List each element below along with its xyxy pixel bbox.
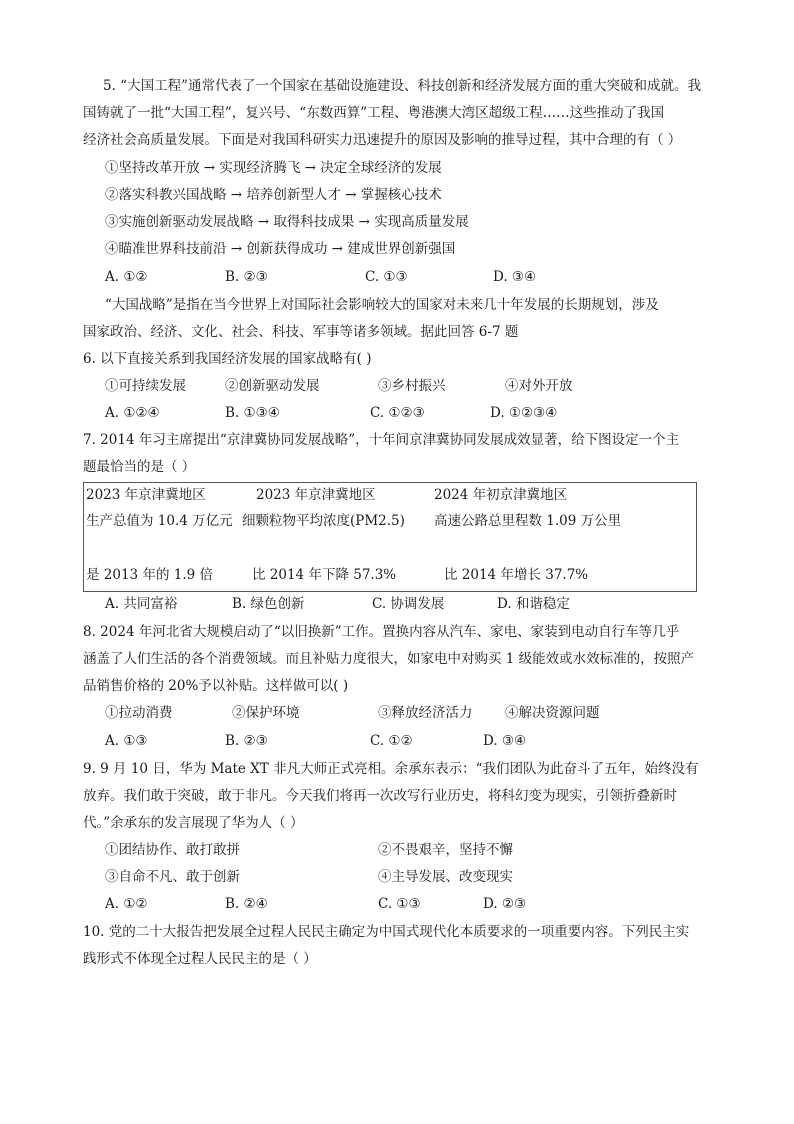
q10-stem-line-2: 践形式不体现全过程人民民主的是（ ） xyxy=(83,951,317,967)
q7-col3-value: 高速公路总里程数 1.09 万公里 xyxy=(434,513,622,529)
q5-option-a: A. ①② xyxy=(105,269,148,285)
q7-stem-line-1: 7. 2014 年习主席提出“京津冀协同发展战略”，十年间京津冀协同发展成效显著，给下图设定一个主 xyxy=(83,432,680,448)
q8-stem-line-2: 涵盖了人们生活的各个消费领域。而且补贴力度很大，如家电中对购买 1 级能效或水效标准的，按照产 xyxy=(83,651,695,667)
q6-item-4: ④对外开放 xyxy=(505,378,573,394)
q7-col3-header: 2024 年初京津冀地区 xyxy=(434,487,568,503)
q9-item-4: ④主导发展、改变现实 xyxy=(378,869,513,885)
q6-item-3: ③乡村振兴 xyxy=(378,378,446,394)
q7-stem-line-2: 题最恰当的是（ ） xyxy=(83,459,196,475)
q7-col1-change: 是 2013 年的 1.9 倍 xyxy=(86,567,213,583)
q7-option-d: D. 和谐稳定 xyxy=(497,596,570,612)
q9-option-d: D. ②③ xyxy=(483,896,527,912)
q9-option-a: A. ①② xyxy=(105,896,148,912)
q5-item-2: ②落实科教兴国战略 → 培养创新型人才 → 掌握核心技术 xyxy=(105,187,442,203)
q5-option-d: D. ③④ xyxy=(493,269,537,285)
q6-item-1: ①可持续发展 xyxy=(105,378,186,394)
q9-option-c: C. ①③ xyxy=(378,896,421,912)
q7-option-c: C. 协调发展 xyxy=(372,596,445,612)
q5-option-b: B. ②③ xyxy=(225,269,268,285)
q8-option-c: C. ①② xyxy=(370,733,413,749)
q5-option-c: C. ①③ xyxy=(365,269,408,285)
q6-item-2: ②创新驱动发展 xyxy=(225,378,320,394)
q7-option-b: B. 绿色创新 xyxy=(232,596,305,612)
q7-col1-value: 生产总值为 10.4 万亿元 xyxy=(86,513,233,529)
q9-stem-line-1: 9. 9 月 10 日，华为 Mate XT 非凡大师正式亮相。余承东表示：“我们团队为此奋斗了五年，始终没有 xyxy=(83,761,699,777)
q5-item-4: ④瞄准世界科技前沿 → 创新获得成功 → 建成世界创新强国 xyxy=(105,241,456,257)
q5-stem-line-2: 国铸就了一批“大国工程”，复兴号、“东数西算”工程、粤港澳大湾区超级工程……这些推动了我国 xyxy=(83,105,665,121)
intro-6-7-line-1: “大国战略”是指在当今世界上对国际社会影响较大的国家对未来几十年发展的长期规划，涉及 xyxy=(105,297,659,313)
q8-stem-line-3: 品销售价格的 20%予以补贴。这样做可以( ) xyxy=(83,678,349,694)
q7-col2-change: 比 2014 年下降 57.3% xyxy=(252,567,397,583)
q5-item-1: ①坚持改革开放 → 实现经济腾飞 → 决定全球经济的发展 xyxy=(105,160,442,176)
q9-stem-line-2: 放弃。我们敢于突破，敢于非凡。今天我们将再一次改写行业历史，将科幻变为现实，引领折叠新时 xyxy=(83,788,677,804)
q8-item-3: ③释放经济活力 xyxy=(378,705,473,721)
q5-stem-line-1: 5. “大国工程”通常代表了一个国家在基础设施建设、科技创新和经济发展方面的重大突破和成就。我 xyxy=(103,78,701,94)
q8-item-4: ④解决资源问题 xyxy=(505,705,600,721)
q5-stem-line-3: 经济社会高质量发展。下面是对我国科研实力迅速提升的原因及影响的推导过程，其中合理的有（ ） xyxy=(83,132,682,148)
q9-stem-line-3: 代。”余承东的发言展现了华为人（ ） xyxy=(83,815,304,831)
q5-item-3: ③实施创新驱动发展战略 → 取得科技成果 → 实现高质量发展 xyxy=(105,214,469,230)
q9-item-1: ①团结协作、敢打敢拼 xyxy=(105,842,240,858)
q8-item-2: ②保护环境 xyxy=(232,705,300,721)
q6-option-c: C. ①②③ xyxy=(370,405,425,421)
q9-item-3: ③自命不凡、敢于创新 xyxy=(105,869,240,885)
q7-col1-header: 2023 年京津冀地区 xyxy=(86,487,206,503)
q6-stem: 6. 以下直接关系到我国经济发展的国家战略有( ) xyxy=(83,351,372,367)
intro-6-7-line-2: 国家政治、经济、文化、社会、科技、军事等诸多领域。据此回答 6-7 题 xyxy=(83,324,519,340)
q8-option-b: B. ②③ xyxy=(225,733,268,749)
q7-data-box xyxy=(83,482,697,592)
q7-option-a: A. 共同富裕 xyxy=(105,596,178,612)
q7-col2-value: 细颗粒物平均浓度(PM2.5) xyxy=(242,513,405,529)
q7-col2-header: 2023 年京津冀地区 xyxy=(256,487,376,503)
q6-option-a: A. ①②④ xyxy=(105,405,160,421)
q8-stem-line-1: 8. 2024 年河北省大规模启动了“以旧换新”工作。置换内容从汽车、家电、家装到电动自行车等几乎 xyxy=(83,624,680,640)
q10-stem-line-1: 10. 党的二十大报告把发展全过程人民民主确定为中国式现代化本质要求的一项重要内容。下列民主实 xyxy=(83,924,690,940)
q6-option-d: D. ①②③④ xyxy=(490,405,558,421)
q8-option-a: A. ①③ xyxy=(105,733,148,749)
q6-option-b: B. ①③④ xyxy=(225,405,280,421)
q8-item-1: ①拉动消费 xyxy=(105,705,173,721)
q9-item-2: ②不畏艰辛，坚持不懈 xyxy=(378,842,513,858)
q9-option-b: B. ②④ xyxy=(225,896,268,912)
q7-col3-change: 比 2014 年增长 37.7% xyxy=(444,567,589,583)
q8-option-d: D. ③④ xyxy=(483,733,527,749)
